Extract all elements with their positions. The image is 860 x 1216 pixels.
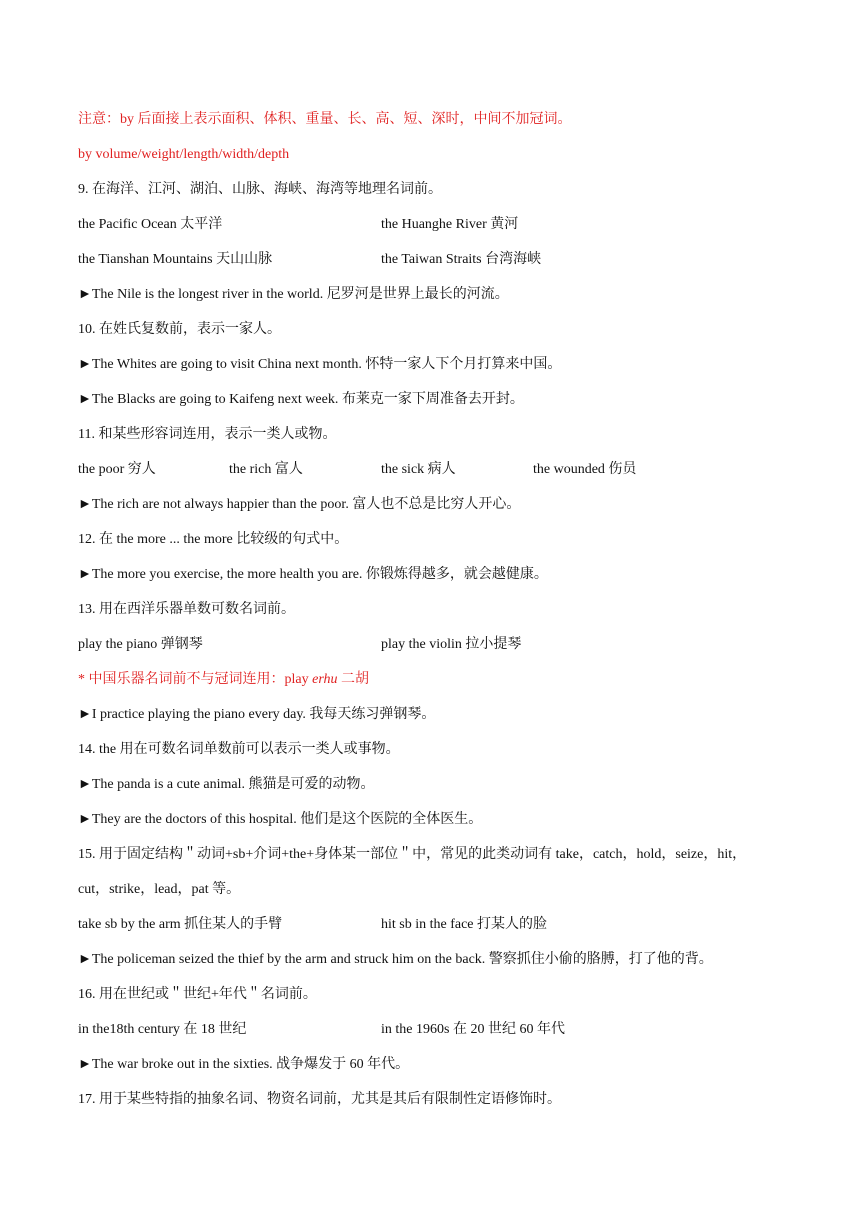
example-term: in the18th century 在 18 世纪 xyxy=(78,1022,247,1037)
example-term: play the violin 拉小提琴 xyxy=(381,637,522,652)
section-10-heading: 10. 在姓氏复数前，表示一家人。 xyxy=(78,322,281,337)
note-italic-term: erhu xyxy=(312,672,338,687)
example-term: the Pacific Ocean 太平洋 xyxy=(78,217,223,232)
section-10-example-1: ►The Whites are going to visit China next month. 怀特一家人下个月打算来中国。 xyxy=(78,357,562,372)
section-14-example-1: ►The panda is a cute animal. 熊猫是可爱的动物。 xyxy=(78,777,375,792)
section-16-heading: 16. 用在世纪或＂世纪+年代＂名词前。 xyxy=(78,987,317,1002)
example-term: the Tianshan Mountains 天山山脉 xyxy=(78,252,273,267)
section-12-heading: 12. 在 the more ... the more 比较级的句式中。 xyxy=(78,532,349,547)
section-13-note xyxy=(78,670,369,690)
section-15-heading-line-2: cut，strike，lead，pat 等。 xyxy=(78,882,241,897)
example-term: the Taiwan Straits 台湾海峡 xyxy=(381,252,542,267)
section-16-example: ►The war broke out in the sixties. 战争爆发于 60 年代。 xyxy=(78,1057,410,1072)
example-term: the poor 穷人 xyxy=(78,462,156,477)
section-13-example: ►I practice playing the piano every day. 我每天练习弹钢琴。 xyxy=(78,707,436,722)
example-term: in the 1960s 在 20 世纪 60 年代 xyxy=(381,1022,565,1037)
example-term: the sick 病人 xyxy=(381,462,456,477)
section-11-example: ►The rich are not always happier than the poor. 富人也不总是比穷人开心。 xyxy=(78,497,521,512)
section-15-heading-line-1: 15. 用于固定结构＂动词+sb+介词+the+身体某一部位＂中，常见的此类动词有 take，catch，hold，seize，hit， xyxy=(78,847,747,862)
note-prefix: * 中国乐器名词前不与冠词连用：play xyxy=(78,672,313,687)
section-12-example: ►The more you exercise, the more health you are. 你锻炼得越多，就会越健康。 xyxy=(78,567,548,582)
section-13-heading: 13. 用在西洋乐器单数可数名词前。 xyxy=(78,602,295,617)
section-10-example-2: ►The Blacks are going to Kaifeng next week. 布莱克一家下周准备去开封。 xyxy=(78,392,524,407)
example-term: the wounded 伤员 xyxy=(533,462,637,477)
section-17-heading: 17. 用于某些特指的抽象名词、物资名词前，尤其是其后有限制性定语修饰时。 xyxy=(78,1092,561,1107)
example-term: the rich 富人 xyxy=(229,462,303,477)
section-11-heading: 11. 和某些形容词连用，表示一类人或物。 xyxy=(78,427,337,442)
example-term: take sb by the arm 抓住某人的手臂 xyxy=(78,917,283,932)
example-term: hit sb in the face 打某人的脸 xyxy=(381,917,548,932)
section-9-heading: 9. 在海洋、江河、湖泊、山脉、海峡、海湾等地理名词前。 xyxy=(78,182,442,197)
note-suffix: 二胡 xyxy=(337,672,370,687)
section-9-example: ►The Nile is the longest river in the world. 尼罗河是世界上最长的河流。 xyxy=(78,287,509,302)
example-term: play the piano 弹钢琴 xyxy=(78,637,203,652)
example-term: the Huanghe River 黄河 xyxy=(381,217,519,232)
section-14-example-2: ►They are the doctors of this hospital. 他们是这个医院的全体医生。 xyxy=(78,812,483,827)
note-by-measure: 注意：by 后面接上表示面积、体积、重量、长、高、短、深时，中间不加冠词。 xyxy=(78,112,572,127)
note-by-measure-examples: by volume/weight/length/width/depth xyxy=(78,147,290,162)
section-15-example: ►The policeman seized the thief by the arm and struck him on the back. 警察抓住小偷的胳膊，打了他的背。 xyxy=(78,952,713,967)
section-14-heading: 14. the 用在可数名词单数前可以表示一类人或事物。 xyxy=(78,742,400,757)
